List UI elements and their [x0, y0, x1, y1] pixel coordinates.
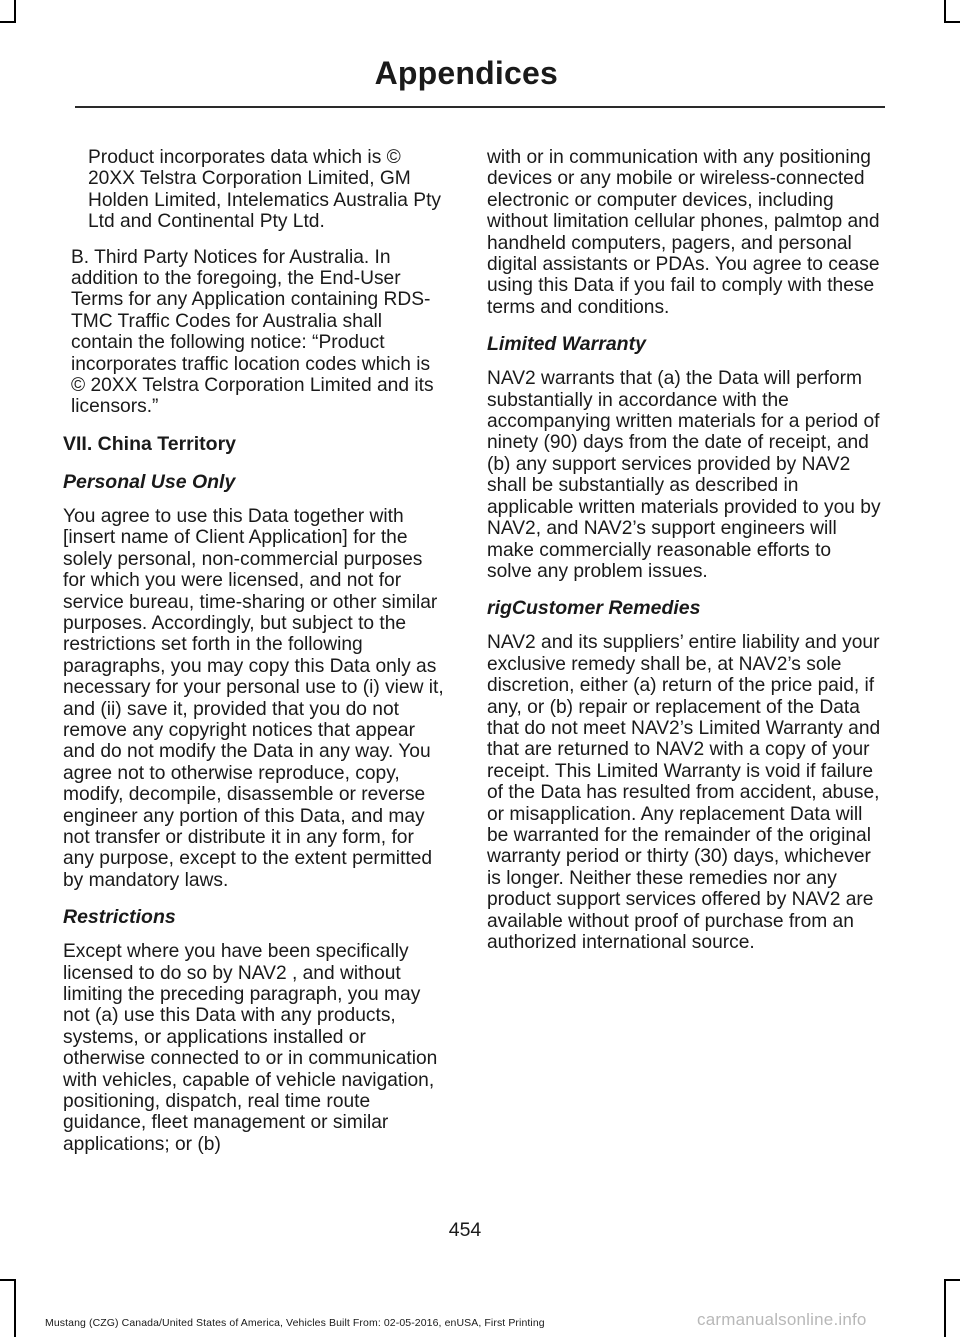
crop-mark-top-left	[14, 0, 16, 22]
header-divider	[75, 106, 885, 108]
restrictions-continued-paragraph: with or in communication with any positioning devices or any mobile or wireless-connected electronic or computer devices, including without limitation cellular phones, palmtop and handheld computers, pagers, and personal digital assistants or PDAs. You agree to cease using this Data if you fail to comply with these terms and conditions.	[487, 147, 880, 318]
footer-text: Mustang (CZG) Canada/United States of America, Vehicles Built From: 02-05-2016, enUSA, First Printing	[45, 1317, 545, 1329]
left-column	[63, 147, 448, 1169]
personal-use-paragraph: You agree to use this Data together with [insert name of Client Application] for the solely personal, non-commercial purposes for which you were licensed, and not for service bureau, time-sharing or other similar purposes. Accordingly, but subject to the restrictions set forth in the following paragraphs, you may copy this Data only as necessary for your personal use to (i) view it, and (ii) save it, provided that you do not remove any copyright notices that appear and do not modify the Data in any way. You agree not to otherwise reproduce, copy, modify, decompile, disassemble or reverse engineer any portion of this Data, and may not transfer or distribute it in any form, for any purpose, except to the extent permitted by mandatory laws.	[63, 505, 444, 891]
crop-mark-bottom-right	[944, 1280, 946, 1337]
customer-remedies-heading: rigCustomer Remedies	[487, 597, 701, 620]
limited-warranty-paragraph: NAV2 warrants that (a) the Data will perform substantially in accordance with the accompanying written materials for a period of ninety (90) days from the date of receipt, and (b) any support services provided by NAV2 shall be substantially as described in applicable written materials provided to you by NAV2, and NAV2’s support engineers will make commercially reasonable efforts to solve any problem issues.	[487, 368, 881, 582]
restrictions-heading: Restrictions	[63, 906, 176, 929]
restrictions-paragraph: Except where you have been specifically licensed to do so by NAV2 , and without limiting the preceding paragraph, you may not (a) use this Data with any products, systems, or applications installed or otherwise connected to or in communication with vehicles, capable of vehicle navigation, positioning, dispatch, real time route guidance, fleet management or similar applications; or (b)	[63, 941, 438, 1155]
crop-mark-top-left-horizontal	[0, 21, 16, 23]
crop-mark-bottom-left	[14, 1280, 16, 1337]
limited-warranty-heading: Limited Warranty	[487, 333, 646, 356]
crop-mark-bottom-right-horizontal	[944, 1279, 960, 1281]
crop-mark-top-right	[944, 0, 946, 22]
right-column	[487, 147, 881, 967]
customer-remedies-paragraph: NAV2 and its suppliers’ entire liability and your exclusive remedy shall be, at NAV2’s sole discretion, either (a) return of the price paid, if any, or (b) repair or replacement of the Data that do not meet NAV2’s Limited Warranty and that are returned to NAV2 with a copy of your receipt. This Limited Warranty is void if failure of the Data has resulted from accident, abuse, or misapplication. Any replacement Data will be warranted for the remainder of the original warranty period or thirty (30) days, whichever is longer. Neither these remedies nor any product support services offered by NAV2 are available without proof of purchase from an authorized international source.	[487, 632, 881, 953]
crop-mark-top-right-horizontal	[944, 21, 960, 23]
watermark: carmanualsonline.info	[697, 1310, 867, 1329]
china-territory-heading: VII. China Territory	[63, 432, 237, 455]
page-number: 454	[448, 1219, 482, 1241]
personal-use-heading: Personal Use Only	[63, 470, 236, 493]
telstra-notice-paragraph: Product incorporates data which is © 20XX Telstra Corporation Limited, GM Holden Limited, Intelematics Australia Pty Ltd and Continental Pty Ltd.	[88, 147, 442, 233]
third-party-notice-paragraph: B. Third Party Notices for Australia. In addition to the foregoing, the End-User Terms for any Application containing RDS-TMC Traffic Codes for Australia shall contain the following notice: “Product incorporates traffic location codes which is © 20XX Telstra Corporation Limited and its licensors.”	[71, 246, 434, 418]
crop-mark-bottom-left-horizontal	[0, 1279, 16, 1281]
page-title: Appendices	[374, 55, 558, 91]
